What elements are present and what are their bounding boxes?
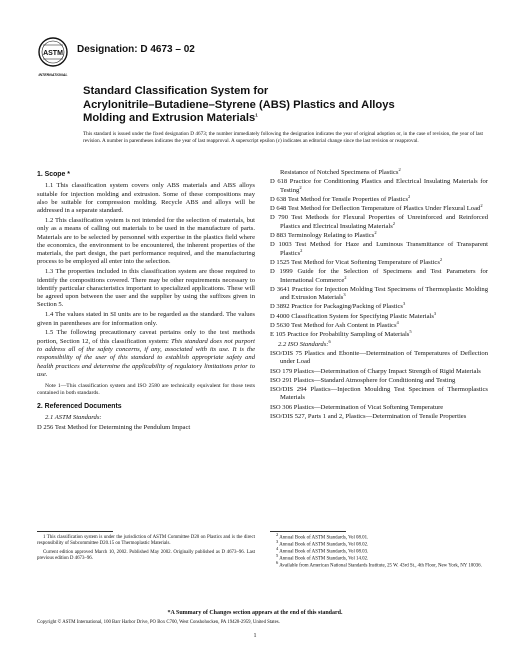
footnotes-left bbox=[37, 535, 255, 564]
astm-reference-list bbox=[270, 178, 488, 339]
title-line-1: Standard Classification System for bbox=[83, 85, 269, 97]
section-scope-heading: 1. Scope * bbox=[37, 171, 70, 178]
footnote-edition: Current edition approved March 10, 2002. Published May 2002. Originally published as D 4673–96. Last previous edition D 4673–96. bbox=[37, 549, 255, 561]
svg-text:INTERNATIONAL: INTERNATIONAL bbox=[38, 73, 68, 77]
iso-reference-item: ISO 179 Plastics—Determination of Charpy Impact Strength of Rigid Materials bbox=[270, 367, 481, 375]
iso-reference-item: ISO/DIS 75 Plastics and Ebonite—Determination of Temperatures of Deflection under Load bbox=[270, 349, 488, 366]
paragraph-1-1: 1.1 This classification system covers only ABS materials and ABS alloys suitable for injection molding and extrusion. Some of these compositions may also be suitable for compression molding. Recycle ABS and alloys will be addressed in a separate standard. bbox=[37, 182, 255, 215]
footnote-5: $^5$ Annual Book of ASTM Standards, Vol 14.02. bbox=[276, 552, 369, 562]
reference-item: D 790 Test Methods for Flexural Properties of Unreinforced and Reinforced Plastics and Electrical Insulating Materials$^2$ bbox=[270, 214, 488, 230]
right-column bbox=[270, 166, 488, 422]
footnote-4: $^4$ Annual Book of ASTM Standards, Vol 08.03. bbox=[276, 545, 369, 555]
reference-item: D 1003 Test Method for Haze and Luminous Transmittance of Transparent Plastics$^2$ bbox=[270, 241, 488, 257]
paragraph-1-2: 1.2 This classification system is not intended for the selection of materials, but only as a means of calling out materials to be used in the manufacture of parts. Materials are to be selected by personnel with expertise in the plastics field where the economics, the environment to be encountered, the inherent properties of the materials, the part design, the part performance required, and the manufacturing process to be employed all enter into the selection. bbox=[37, 216, 255, 266]
reference-item: D 5630 Test Method for Ash Content in Plastics$^4$ bbox=[270, 319, 399, 330]
reference-item: E 105 Practice for Probability Sampling of Materials$^5$ bbox=[270, 329, 412, 339]
paragraph-1-5: 1.5 The following precautionary caveat pertains only to the test methods portion, Section 12, of this classification system: This standard does not purport to address all of the safety concerns, if any, associated with its use. It is the responsibility of the user of this standard to establish appropriate safety and health practices and determine the applicability of regulatory limitations prior to use. bbox=[37, 329, 256, 378]
note-1: Note 1—This classification system and ISO 2580 are technically equivalent for those tests contained in both standards. bbox=[37, 383, 255, 397]
iso-reference-item: ISO 291 Plastics—Standard Atmosphere for Conditioning and Testing bbox=[270, 376, 456, 384]
summary-of-changes-note: *A Summary of Changes section appears at the end of this standard. bbox=[167, 610, 343, 616]
iso-reference-item: ISO/DIS 294 Plastics—Injection Moulding Test Specimen of Thermoplastics Materials bbox=[270, 386, 488, 402]
title-note: This standard is issued under the fixed designation D 4673; the number immediately following the designation indicates the year of original adoption or, in the case of revision, the year of last revision. A number in parentheses indicates the year of last reapproval. A superscript epsilon (ε) indicates an editorial change since the last revision or reapproval. bbox=[83, 131, 483, 144]
reference-item: D 618 Practice for Conditioning Plastics and Electrical Insulating Materials for Testing$^2$ bbox=[270, 178, 488, 194]
paragraph-1-4: 1.4 The values stated in SI units are to be regarded as the standard. The values given in parentheses are for information only. bbox=[37, 311, 255, 327]
footnote-rule-right bbox=[270, 531, 346, 532]
paragraph-1-3: 1.3 The properties included in this classification system are those required to identify the compositions covered. There may be other requirements necessary to identify particular characteristics important to specialized applications. These will be agreed upon between the user and the supplier by using the suffixes given in Section 5. bbox=[37, 268, 255, 309]
footnote-6: $^6$ Available from American National Standards Institute, 25 W. 43rd St., 4th Floor, New York, NY 10036. bbox=[276, 559, 482, 569]
footnotes-right bbox=[270, 532, 488, 570]
title-line-3: Molding and Extrusion Materials$^1$ bbox=[83, 112, 258, 124]
reference-item: D 1999 Guide for the Selection of Specimens and Test Parameters for International Commerce$^2$ bbox=[270, 268, 488, 284]
reference-d256-continued: Resistance of Notched Specimens of Plastics$^2$ bbox=[280, 166, 401, 176]
reference-d256: D 256 Test Method for Determining the Pendulum Impact bbox=[37, 423, 191, 431]
left-column bbox=[37, 171, 255, 433]
reference-item: D 638 Test Method for Tensile Properties of Plastics$^2$ bbox=[270, 193, 411, 203]
footnote-2: $^2$ Annual Book of ASTM Standards, Vol 08.01. bbox=[276, 532, 369, 541]
iso-reference-list bbox=[270, 350, 488, 421]
page-number: 1 bbox=[253, 633, 257, 639]
reference-item: D 3892 Practice for Packaging/Packing of Plastics$^3$ bbox=[270, 301, 406, 311]
iso-standards-subheading: 2.2 ISO Standards:$^6$ bbox=[278, 338, 331, 348]
footnote-1: 1 This classification system is under the jurisdiction of ASTM Committee D20 on Plastics and is the direct responsibility of Subcommittee D20.15 on Thermoplastic Materials. bbox=[37, 535, 255, 547]
svg-text:ASTM: ASTM bbox=[43, 50, 63, 57]
reference-item: D 883 Terminology Relating to Plastics$^2$ bbox=[270, 229, 377, 240]
designation: Designation: D 4673 – 02 bbox=[77, 44, 195, 55]
title-line-2: Acrylonitrile–Butadiene–Styrene (ABS) Plastics and Alloys bbox=[83, 98, 395, 111]
document-title bbox=[83, 85, 483, 126]
iso-reference-item: ISO 306 Plastics—Determination of Vicat Softening Temperature bbox=[270, 403, 444, 411]
footnote-rule-left bbox=[37, 531, 113, 532]
reference-item: D 648 Test Method for Deflection Temperature of Plastics Under Flexural Load$^2$ bbox=[270, 203, 483, 213]
astm-logo bbox=[37, 36, 69, 78]
iso-reference-item: ISO/DIS 527, Parts 1 and 2, Plastics—Determination of Tensile Properties bbox=[270, 413, 467, 421]
copyright-line: Copyright © ASTM International, 100 Barr Harbor Drive, PO Box C700, West Conshohocken, PA 19428-2959, United States. bbox=[37, 620, 280, 625]
astm-standards-subheading: 2.1 ASTM Standards: bbox=[45, 414, 102, 422]
footnote-3: $^3$ Annual Book of ASTM Standards, Vol 08.02. bbox=[276, 538, 369, 548]
reference-item: D 1525 Test Method for Vicat Softening Temperature of Plastics$^2$ bbox=[270, 256, 443, 266]
reference-item: D 3641 Practice for Injection Molding Test Specimens of Thermoplastic Molding and Extrusion Materials$^3$ bbox=[270, 285, 488, 302]
section-references-heading: 2. Referenced Documents bbox=[37, 403, 122, 411]
reference-item: D 4000 Classification System for Specifying Plastic Materials$^3$ bbox=[270, 310, 437, 320]
